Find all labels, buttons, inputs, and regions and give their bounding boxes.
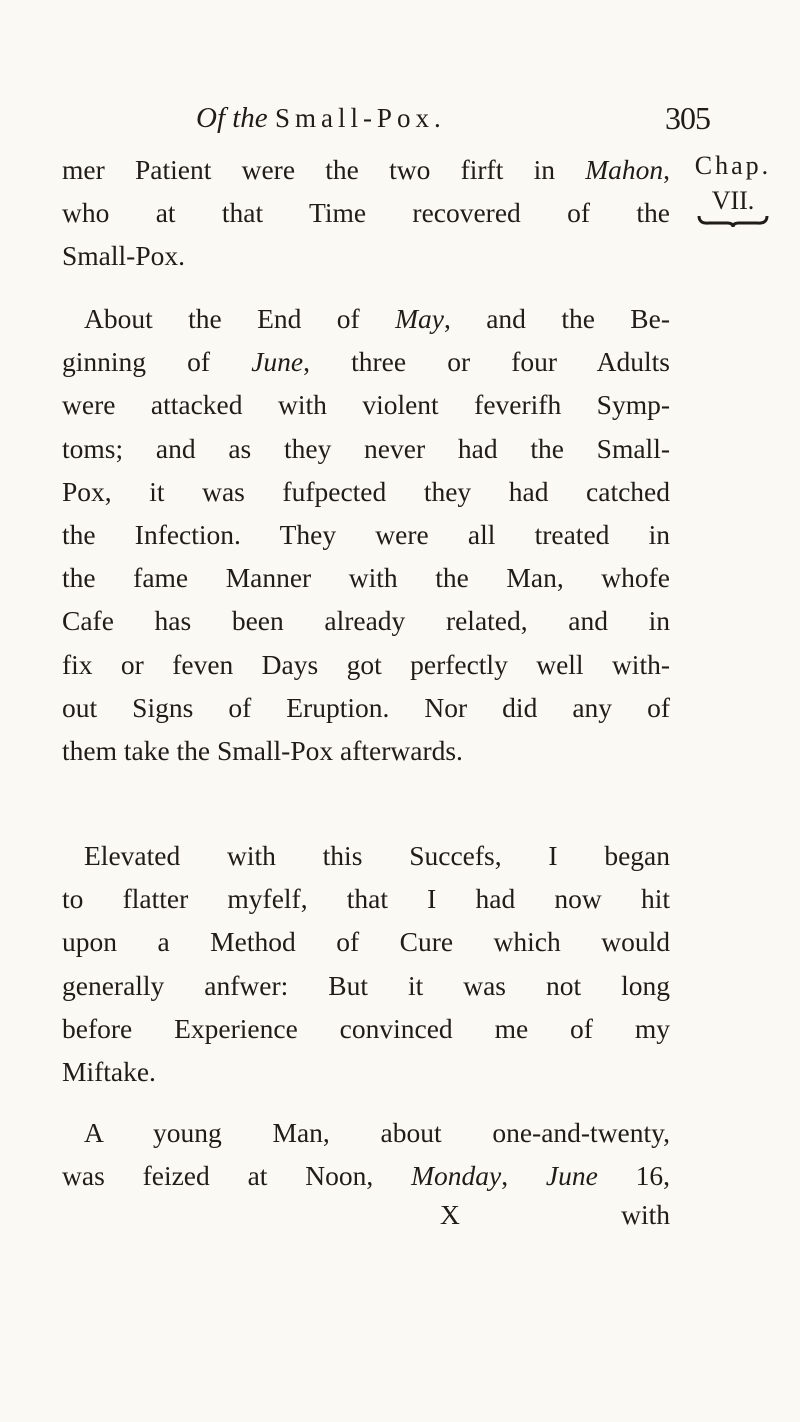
- italic-word: Monday: [411, 1160, 502, 1192]
- text-run: About the End of: [84, 303, 396, 334]
- running-head-the: the: [232, 102, 268, 134]
- text-line: [62, 920, 670, 963]
- text-line: [62, 556, 670, 599]
- text-run: out Signs of Eruption. Nor did any of: [62, 691, 670, 723]
- text-line: [62, 964, 670, 1007]
- paragraph-1: [62, 148, 670, 278]
- text-run: the fame Manner with the Man, whofe: [62, 562, 670, 594]
- text-line: [62, 877, 670, 920]
- text-run: , and the Be-: [443, 303, 670, 334]
- text-line: [62, 297, 670, 340]
- text-line: [62, 1111, 670, 1154]
- paragraph-2: [62, 297, 670, 772]
- chapter-margin-note: [668, 148, 798, 228]
- text-run: Cafe has been already related, and in: [62, 605, 670, 637]
- text-run: mer Patient were the two firft in: [62, 154, 586, 185]
- paragraph-4: [62, 1111, 670, 1197]
- text-line: [62, 340, 670, 383]
- text-run: upon a Method of Cure which would: [62, 926, 670, 958]
- text-run: 16,: [597, 1160, 671, 1192]
- chapter-label: Chap.: [694, 151, 772, 180]
- text-run: Elevated with this Succefs, I began: [84, 840, 670, 871]
- running-head: [196, 102, 446, 135]
- italic-word: Mahon: [585, 154, 664, 185]
- footer-line: [62, 1199, 670, 1239]
- text-line: [62, 383, 670, 426]
- text-line: [62, 470, 670, 513]
- text-run: generally anfwer: But it was not long: [62, 969, 670, 1001]
- text-run: Small-Pox.: [62, 240, 185, 272]
- text-run: ginning of: [62, 346, 252, 378]
- running-head-of: Of: [196, 102, 225, 134]
- text-run: them take the Small-Pox afterwards.: [62, 735, 463, 767]
- text-line: [62, 729, 670, 772]
- text-run: A young Man, about one-and-twenty,: [84, 1117, 670, 1148]
- text-run: before Experience convinced me of my: [62, 1012, 670, 1044]
- text-run: ,: [501, 1160, 546, 1192]
- text-run: Pox, it was fufpected they had catched: [62, 475, 670, 507]
- text-line: [62, 234, 670, 277]
- italic-word: June: [545, 1160, 598, 1192]
- text-line: [62, 1050, 670, 1093]
- text-line: [62, 686, 670, 729]
- page-number: 305: [665, 100, 710, 136]
- text-line: [62, 599, 670, 642]
- text-run: fix or feven Days got perfectly well with-: [62, 648, 670, 680]
- text-run: who at that Time recovered of the: [62, 197, 670, 229]
- text-run: the Infection. They were all treated in: [62, 519, 670, 551]
- text-line: [62, 1007, 670, 1050]
- text-line: [62, 427, 670, 470]
- signature-mark: X: [440, 1199, 460, 1230]
- text-line: [62, 191, 670, 234]
- text-line: [62, 1154, 670, 1197]
- text-run: were attacked with violent feverifh Symp-: [62, 389, 670, 421]
- text-run: , three or four Adults: [303, 346, 670, 378]
- text-run: ,: [663, 154, 670, 185]
- italic-word: June: [251, 346, 304, 378]
- text-line: [62, 148, 670, 191]
- text-run: Miftake.: [62, 1056, 156, 1088]
- running-head-title: Small-Pox.: [274, 103, 446, 133]
- catchword: with: [621, 1199, 670, 1230]
- italic-word: May: [395, 303, 444, 334]
- text-run: toms; and as they never had the Small-: [62, 432, 670, 464]
- text-run: to flatter myfelf, that I had now hit: [62, 883, 670, 915]
- text-run: was feized at Noon,: [62, 1160, 412, 1192]
- paragraph-3: [62, 834, 670, 1093]
- chapter-numeral: VII.: [711, 186, 755, 215]
- text-line: [62, 834, 670, 877]
- text-line: [62, 643, 670, 686]
- text-line: [62, 513, 670, 556]
